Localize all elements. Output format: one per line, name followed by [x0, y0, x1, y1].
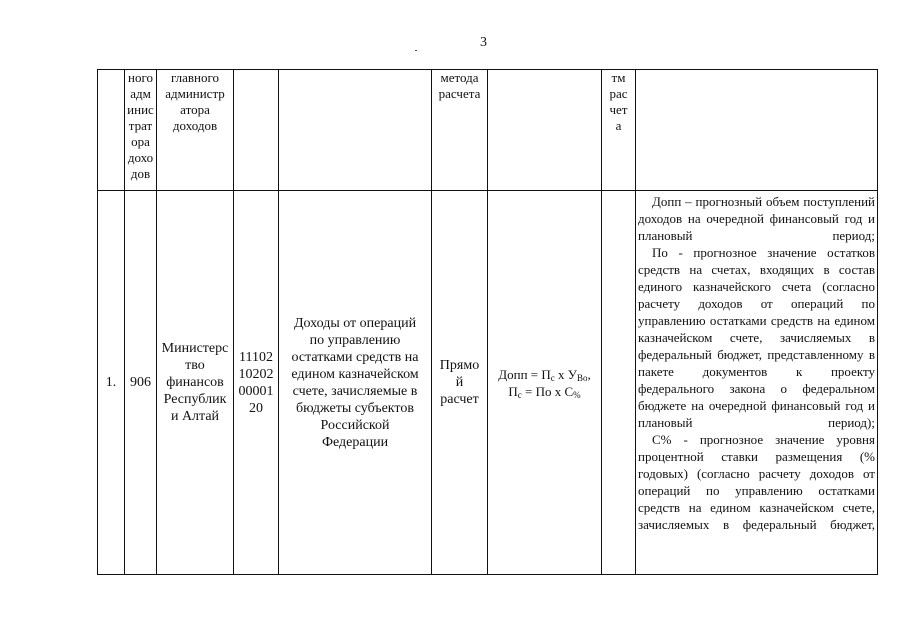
header-cell-number	[98, 70, 125, 191]
description-paragraph-3	[638, 431, 875, 533]
formula-2-sub-2: %	[573, 389, 581, 400]
row-formula	[488, 191, 602, 575]
description-p2-text: По - прогнозное значение остатков средств на счетах, входящих в состав единого казначейского счета (согласно расчету доходов от операций по управлению остатками средств на едином казначейском счете, зачисляемых в федеральный бюджет, представленному в пакете документов к проекту федерального закона о федеральном бюджете на очередной финансовый год и плановый период);	[638, 245, 875, 430]
header-cell-admin-code	[125, 70, 157, 191]
header-cell-admin-name	[157, 70, 234, 191]
header-cell-method	[432, 70, 488, 191]
formula-line-1	[490, 366, 599, 383]
header-algorithm-text: тм рас чет а	[609, 70, 628, 133]
header-admin-name-text: главного администр атора доходов	[165, 70, 225, 133]
row-administrator-text: Министерс тво финансов Республик и Алтай	[161, 341, 229, 424]
scan-speck	[415, 50, 417, 51]
row-method-text: Прямо й расчет	[439, 358, 480, 407]
description-p3-text: С% - прогнозное значение уровня процентной ставки размещения (% годовых) (согласно расчету доходов от операций по управлению остатками средств на едином казначейском счете, зачисляемых в федеральный бюджет,	[638, 432, 875, 532]
description-p1-text: Допп – прогнозный объем поступлений доходов на очередной финансовый год и плановый период;	[638, 194, 875, 243]
row-index: 1.	[98, 191, 125, 575]
row-admin-code: 906	[125, 191, 157, 575]
formula-1-sub-1: с	[550, 372, 555, 383]
row-income-name-text: Доходы от операций по управлению остатками средств на едином казначейском счете, зачисляемые в бюджеты субъектов Российской Федерации	[291, 315, 419, 450]
row-administrator	[157, 191, 234, 575]
header-cell-description	[636, 70, 878, 191]
description-paragraph-2	[638, 244, 875, 431]
formula-2-part-a: П	[508, 383, 518, 399]
row-income-name	[279, 191, 432, 575]
row-kbk	[234, 191, 279, 575]
table-header-row	[98, 70, 878, 191]
description-paragraph-1	[638, 193, 875, 244]
formula-1-part-b: х У	[554, 366, 577, 382]
table-row	[98, 191, 878, 575]
row-method	[432, 191, 488, 575]
row-kbk-text: 11102 10202 00001 20	[238, 349, 274, 416]
page-number: 3	[480, 35, 487, 50]
header-method-text: метода расчета	[438, 70, 481, 101]
header-admin-code-text: ного адм инис трат ора дохо дов	[127, 70, 154, 181]
header-cell-income-name	[279, 70, 432, 191]
header-cell-kbk	[234, 70, 279, 191]
formula-1-part-c: ,	[587, 366, 591, 382]
formula-2-part-b: = По х С	[521, 383, 574, 399]
formula-2-sub-1: с	[517, 389, 522, 400]
income-calculation-table	[97, 69, 878, 575]
header-cell-formula	[488, 70, 602, 191]
header-cell-algorithm	[602, 70, 636, 191]
formula-1-sub-2: Во	[576, 372, 588, 383]
row-algorithm	[602, 191, 636, 575]
formula-1-part-a: Допп = П	[498, 366, 551, 382]
row-description	[636, 191, 878, 575]
formula-line-2	[490, 383, 599, 400]
